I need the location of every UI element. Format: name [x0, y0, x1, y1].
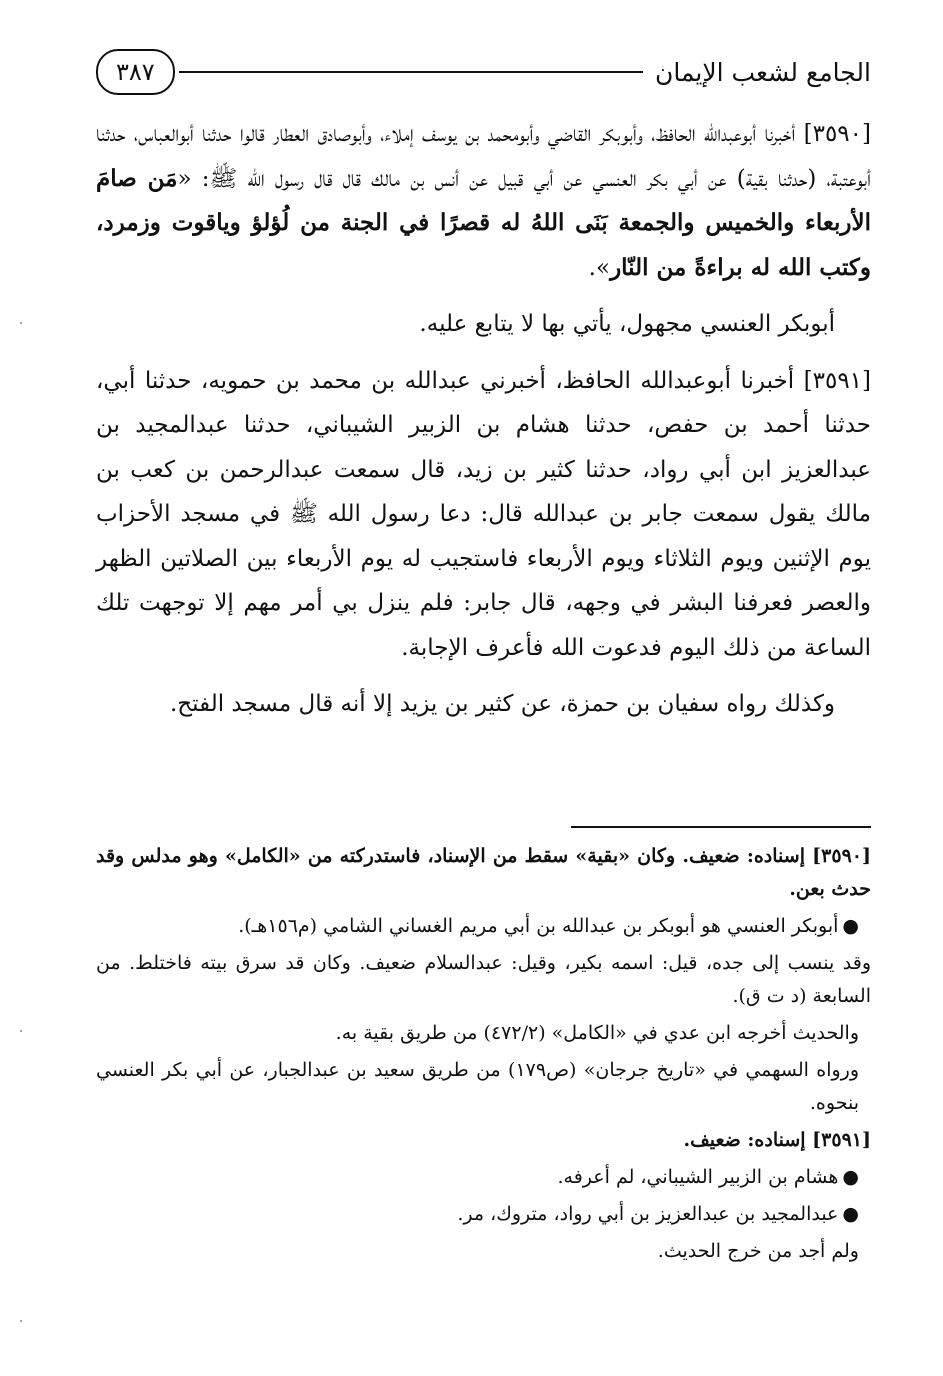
- main-text: [96, 112, 871, 739]
- footnote-3591-bullet-1: [96, 1161, 871, 1194]
- bullet-icon: ●: [842, 915, 859, 937]
- hadith-matn: مَن صامَ الأربعاء والخميس والجمعة بَنَى اللهُ له قصرًا في الجنة من لُؤلؤ وياقوت وزمرد، وكتب الله له براءةً من النّار: [96, 164, 871, 281]
- footnote-separator: [571, 826, 871, 828]
- footnote-text: هشام بن الزبير الشيباني، لم أعرفه.: [557, 1166, 839, 1188]
- hadith-text: أخبرنا أبوعبدالله الحافظ، أخبرني عبدالله بن محمد بن حمويه، حدثنا أبي، حدثنا أحمد بن حفص، حدثنا هشام بن الزبير الشيباني، حدثنا عبدالمجيد بن عبدالعزيز ابن أبي رواد، حدثنا كثير بن زيد، قال سمعت عبدالرحمن بن كعب بن مالك يقول سمعت جابر بن عبدالله قال: دعا رسول الله ﷺ في مسجد الأحزاب يوم الإثنين ويوم الثلاثاء ويوم الأربعاء فاستجيب له يوم الأربعاء بين الصلاتين الظهر والعصر فعرفنا البشر في وجهه، قال جابر: فلم ينزل بي أمر مهم إلا توجهت تلك الساعة من ذلك اليوم فدعوت الله فأعرف الإجابة.: [96, 367, 872, 661]
- footnote-3591-head: [٣٥٩١] إسناده: ضعيف.: [683, 1129, 871, 1151]
- hadith-number: [٣٥٩١]: [803, 367, 872, 394]
- comment-3591: وكذلك رواه سفيان بن حمزة، عن كثير بن يزيد إلا أنه قال مسجد الفتح.: [169, 691, 835, 717]
- footnote-3590-para-3: ورواه السهمي في «تاريخ جرجان» (ص١٧٩) من طريق سعيد بن عبدالجبار، عن أبي بكر العنسي بنحوه.: [96, 1059, 859, 1114]
- hadith-3590: [96, 112, 871, 290]
- footnote-3590-head: [٣٥٩٠] إسناده: ضعيف. وكان «بقية» سقط من الإسناد، فاستدركته من «الكامل» وهو مدلس وقد حدث بعن.: [96, 845, 871, 900]
- scan-speck: [20, 1320, 22, 1322]
- footnote-3590-bullet-1-cont: وقد ينسب إلى جده، قيل: اسمه بكير، وقيل: عبدالسلام ضعيف. وكان قد سرق بيته فاختلط. من السابعة (د ت ق).: [96, 952, 871, 1007]
- footnote-3591-bullet-2: [96, 1198, 871, 1231]
- footnote-3590-para-2: والحديث أخرجه ابن عدي في «الكامل» (٤٧٢/٢) من طريق بقية به.: [335, 1022, 859, 1044]
- footnote-text: عبدالمجيد بن عبدالعزيز بن أبي رواد، متروك، مر.: [457, 1203, 839, 1225]
- hadith-chain: أخبرنا أبوعبدالله الحافظ، وأبوبكر القاضي وأبومحمد بن يوسف إملاء، وأبوصادق العطار قالوا حدثنا أبوالعباس، حدثنا أبوعتبة، (حدثنا بقية) عن أبي بكر العنسي عن أبي قبيل عن أنس بن مالك قال قال رسول الله ﷺ: «: [96, 121, 871, 192]
- scan-speck: [20, 322, 22, 324]
- running-title: الجامع لشعب الإيمان: [654, 57, 871, 87]
- bullet-icon: ●: [842, 1166, 859, 1188]
- footnotes: [96, 840, 871, 1272]
- page-header: [96, 44, 871, 100]
- scan-speck: [20, 1030, 22, 1032]
- footnote-text: أبوبكر العنسي هو أبوبكر بن عبدالله بن أبي مريم الغساني الشامي (م١٥٦هـ).: [238, 915, 839, 937]
- header-rule: [179, 71, 643, 73]
- hadith-number: [٣٥٩٠]: [803, 121, 871, 147]
- page-number: ٣٨٧: [96, 49, 175, 95]
- footnote-3590-bullet-1: [96, 910, 871, 943]
- comment-3590: أبوبكر العنسي مجهول، يأتي بها لا يتابع عليه.: [419, 311, 835, 337]
- hadith-3591: [96, 359, 871, 671]
- bullet-icon: ●: [842, 1203, 859, 1225]
- footnote-3591-para: ولم أجد من خرج الحديث.: [657, 1240, 859, 1262]
- hadith-end: ».: [588, 254, 611, 281]
